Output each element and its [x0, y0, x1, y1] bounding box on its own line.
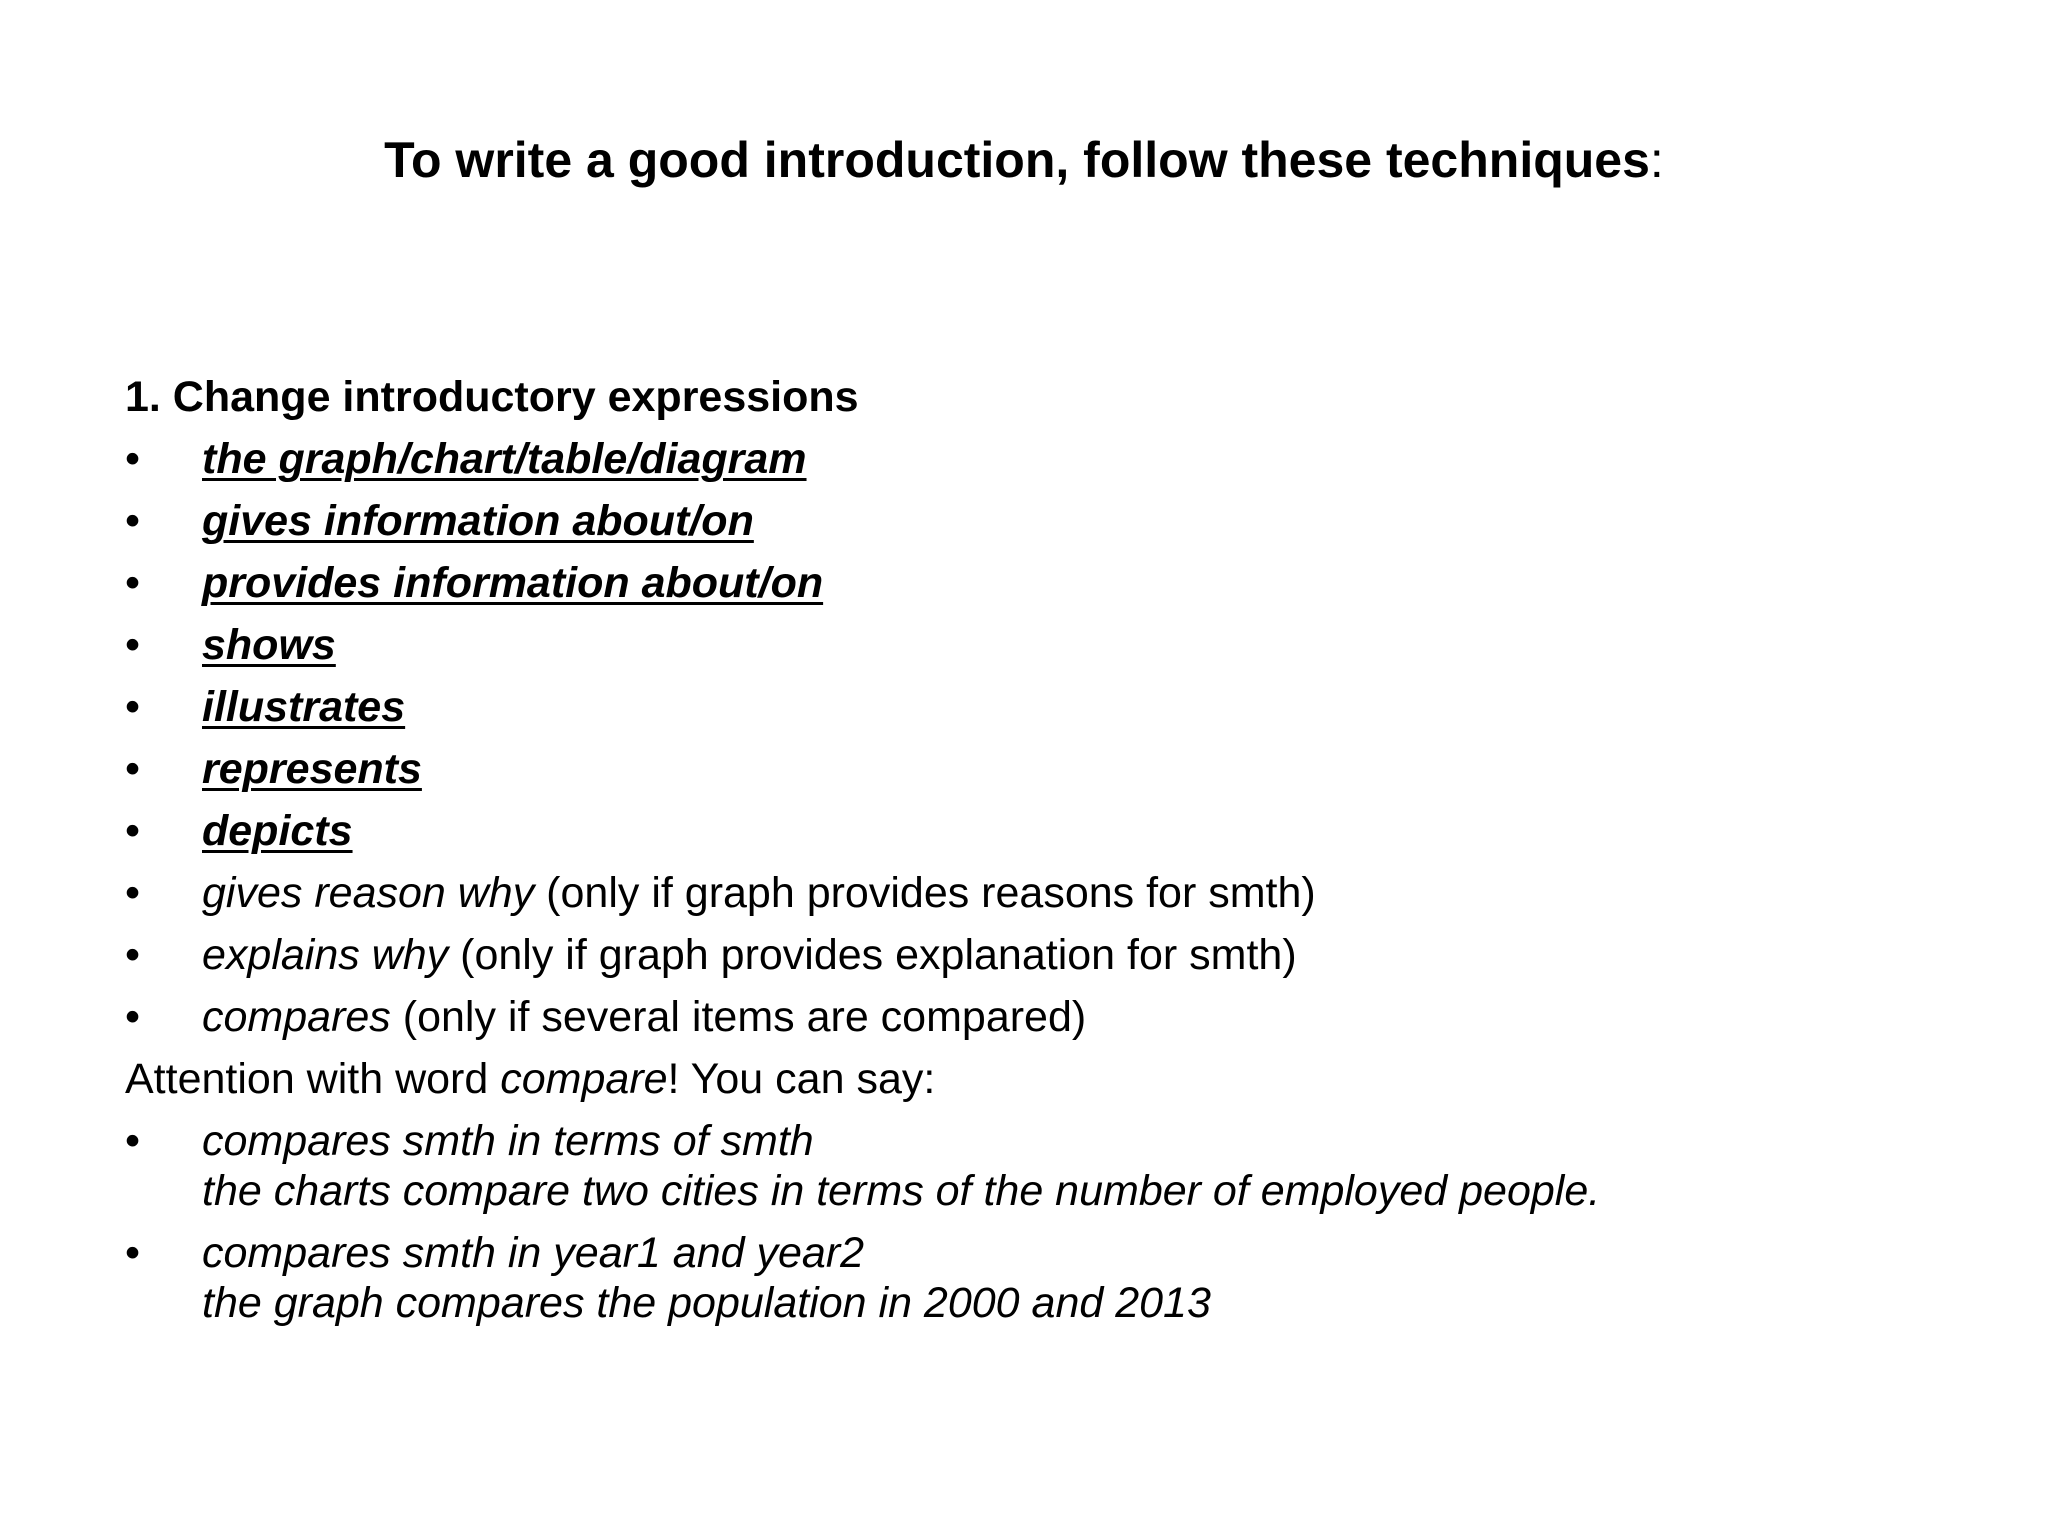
list-item-term: explains why: [202, 931, 449, 979]
bullet-icon: •: [125, 745, 141, 793]
bullet-icon: •: [125, 559, 141, 607]
bullet-icon: •: [125, 1229, 141, 1277]
list-item-term: shows: [202, 621, 336, 669]
list-item: [125, 924, 1985, 986]
bullet-icon: •: [125, 931, 141, 979]
list-item: [125, 800, 1985, 862]
list-item-note: (only if graph provides reasons for smth): [534, 869, 1316, 917]
list-item: [125, 1228, 1985, 1328]
slide-content: [125, 366, 1985, 1340]
attention-after: ! You can say:: [667, 1055, 936, 1103]
bullet-icon: •: [125, 993, 141, 1041]
attention-word: compare: [500, 1055, 668, 1103]
bullet-icon: •: [125, 869, 141, 917]
list-item-term: gives reason why: [202, 869, 535, 917]
list-item: [125, 676, 1985, 738]
list-item: [125, 614, 1985, 676]
bullet-icon: •: [125, 807, 141, 855]
slide-title-text: To write a good introduction, follow these techniques: [384, 132, 1650, 188]
list-item: [125, 862, 1985, 924]
list-item-term: gives information about/on: [202, 497, 754, 545]
list-item: [125, 1116, 1985, 1216]
list-item-note: (only if several items are compared): [390, 993, 1087, 1041]
compare-pattern: compares smth in year1 and year2: [202, 1229, 865, 1277]
section-heading: 1. Change introductory expressions: [125, 373, 859, 421]
list-item: [125, 490, 1985, 552]
list-item-term: compares: [202, 993, 391, 1041]
list-item: [125, 986, 1985, 1048]
bullet-icon: •: [125, 683, 141, 731]
compare-example: the charts compare two cities in terms of the number of employed people.: [202, 1167, 1601, 1215]
list-item-term: provides information about/on: [202, 559, 824, 607]
slide-title-colon: :: [1649, 132, 1664, 188]
compare-example: the graph compares the population in 2000 and 2013: [202, 1279, 1211, 1327]
list-item: [125, 552, 1985, 614]
list-item-note: (only if graph provides explanation for smth): [448, 931, 1297, 979]
attention-before: Attention with word: [125, 1055, 501, 1103]
bullet-icon: •: [125, 435, 141, 483]
list-item-term: represents: [202, 745, 422, 793]
list-item-term: depicts: [202, 807, 353, 855]
attention-note: [125, 1048, 1985, 1110]
list-item-term: illustrates: [202, 683, 406, 731]
list-item-term: the graph/chart/table/diagram: [202, 435, 807, 483]
list-item: [125, 428, 1985, 490]
bullet-icon: •: [125, 1117, 141, 1165]
bullet-icon: •: [125, 621, 141, 669]
bullet-icon: •: [125, 497, 141, 545]
slide-title: [0, 128, 2048, 192]
list-item: [125, 738, 1985, 800]
compare-pattern: compares smth in terms of smth: [202, 1117, 814, 1165]
